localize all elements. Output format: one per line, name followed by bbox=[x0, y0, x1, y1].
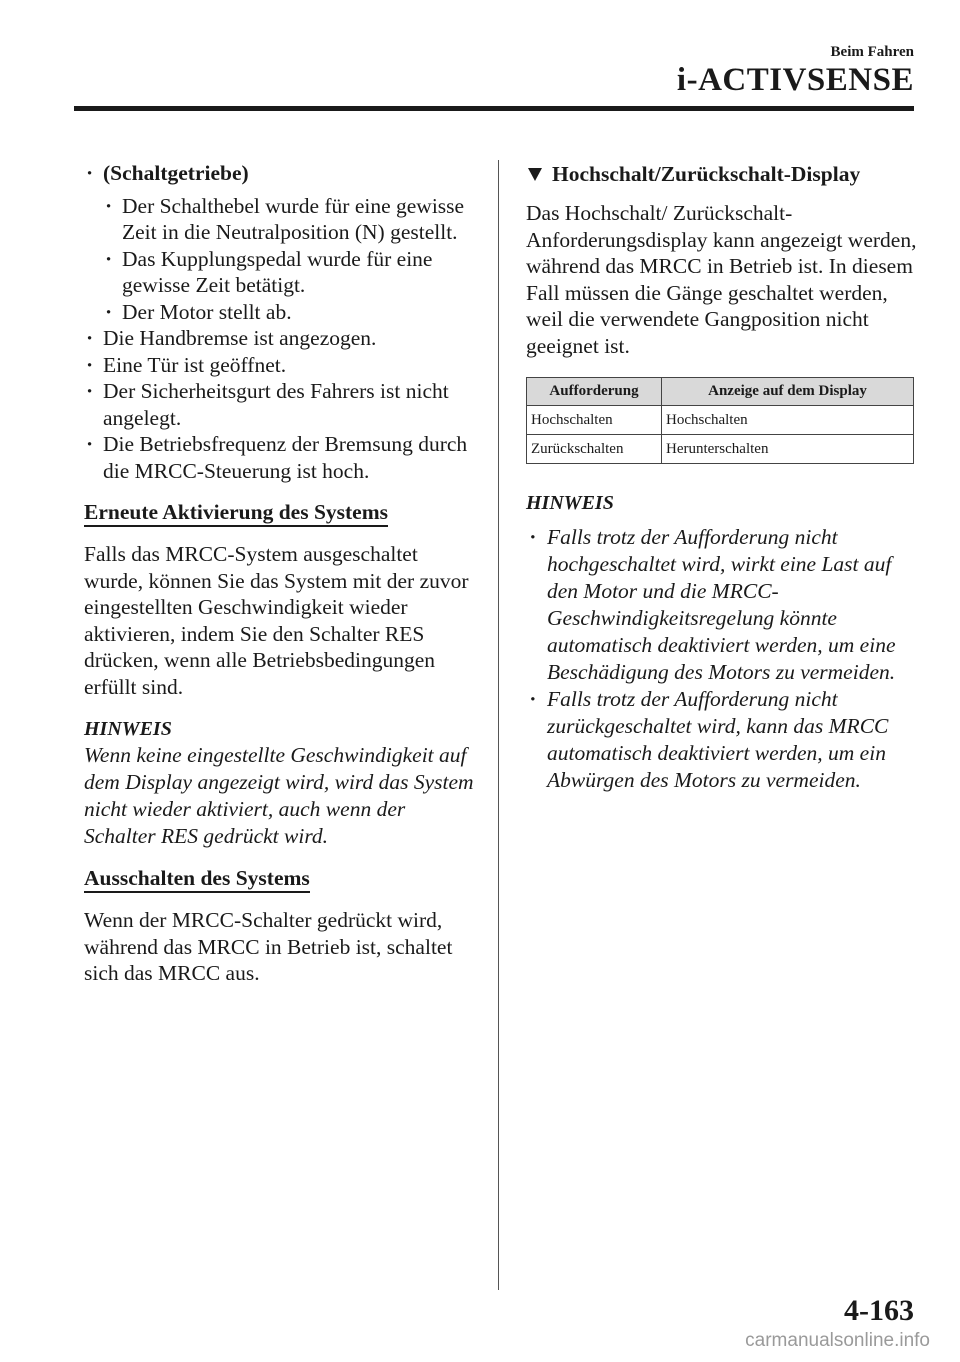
table-row bbox=[527, 435, 914, 464]
table-row bbox=[527, 406, 914, 435]
watermark: carmanualsonline.info bbox=[745, 1330, 930, 1351]
table-cell: Hochschalten bbox=[662, 406, 914, 435]
shift-request-table bbox=[526, 377, 914, 464]
sub-bullet-engine-stall: · Der Motor stellt ab. bbox=[103, 299, 476, 326]
reactivation-note-label: HINWEIS bbox=[84, 718, 172, 740]
column-divider bbox=[498, 160, 499, 1290]
header-section-label: Beim Fahren bbox=[830, 44, 914, 60]
heading-reactivation: Erneute Aktivierung des Systems bbox=[84, 500, 388, 527]
bullet-handbrake: · Die Handbremse ist angezogen. bbox=[84, 325, 476, 352]
table-header-display: Anzeige auf dem Display bbox=[662, 378, 914, 406]
table-header-row bbox=[527, 378, 914, 406]
page-number: 4-163 bbox=[844, 1294, 914, 1327]
shift-display-intro: Das Hochschalt/ Zurückschalt-Anforderungsdisplay kann angezeigt werden, während das MRCC in Betrieb ist. In diesem Fall müssen die Gänge geschaltet werden, weil die verwendete Gangposition nicht geeignet ist. bbox=[526, 201, 917, 358]
table-cell: Hochschalten bbox=[527, 406, 662, 435]
shutdown-text: Wenn der MRCC-Schalter gedrückt wird, während das MRCC in Betrieb ist, schaltet sich das MRCC aus. bbox=[84, 908, 453, 985]
reactivation-note-text: Wenn keine eingestellte Geschwindigkeit auf dem Display angezeigt wird, wird das System nicht wieder aktiviert, auch wenn der Schalter RES gedrückt wird. bbox=[84, 743, 474, 848]
sub-bullet-clutch: · Das Kupplungspedal wurde für eine gewisse Zeit betätigt. bbox=[103, 246, 476, 299]
header-rule bbox=[74, 106, 914, 111]
table-cell: Zurückschalten bbox=[527, 435, 662, 464]
right-column bbox=[526, 160, 918, 794]
bullet-door-open: · Eine Tür ist geöffnet. bbox=[84, 352, 476, 379]
bullet-brake-frequency: · Die Betriebsfrequenz der Bremsung durch die MRCC-Steuerung ist hoch. bbox=[84, 431, 476, 484]
left-column bbox=[84, 160, 476, 987]
right-note-label: HINWEIS bbox=[526, 492, 614, 514]
sub-bullet-neutral: · Der Schalthebel wurde für eine gewisse Zeit in die Neutralposition (N) gestellt. bbox=[103, 193, 476, 246]
section-title-text: Hochschalt/Zurückschalt-Display bbox=[552, 162, 861, 186]
table-cell: Herunterschalten bbox=[662, 435, 914, 464]
bullet-seatbelt: · Der Sicherheitsgurt des Fahrers ist nicht angelegt. bbox=[84, 378, 476, 431]
heading-shutdown: Ausschalten des Systems bbox=[84, 866, 310, 893]
reactivation-text: Falls das MRCC-System ausgeschaltet wurde, können Sie das System mit der zuvor eingestellten Geschwindigkeit wieder aktivieren, indem Sie den Schalter RES drücken, wenn alle Betriebsbedingungen erfüllt sind. bbox=[84, 542, 469, 699]
triangle-marker-icon bbox=[528, 168, 542, 181]
note-bullet-downshift: · Falls trotz der Aufforderung nicht zurückgeschaltet wird, kann das MRCC automatisch deaktiviert werden, um ein Abwürgen des Motors zu vermeiden. bbox=[528, 686, 918, 794]
table-header-request: Aufforderung bbox=[527, 378, 662, 406]
header-title: i-ACTIVSENSE bbox=[676, 62, 914, 98]
bullet-manual-transmission: · (Schaltgetriebe) bbox=[84, 160, 476, 187]
note-bullet-upshift: · Falls trotz der Aufforderung nicht hochgeschaltet wird, wirkt eine Last auf den Motor und die MRCC-Geschwindigkeitsregelung könnte automatisch deaktiviert werden, um eine Beschädigung des Motors zu vermeiden. bbox=[528, 524, 918, 686]
section-title bbox=[526, 160, 918, 188]
